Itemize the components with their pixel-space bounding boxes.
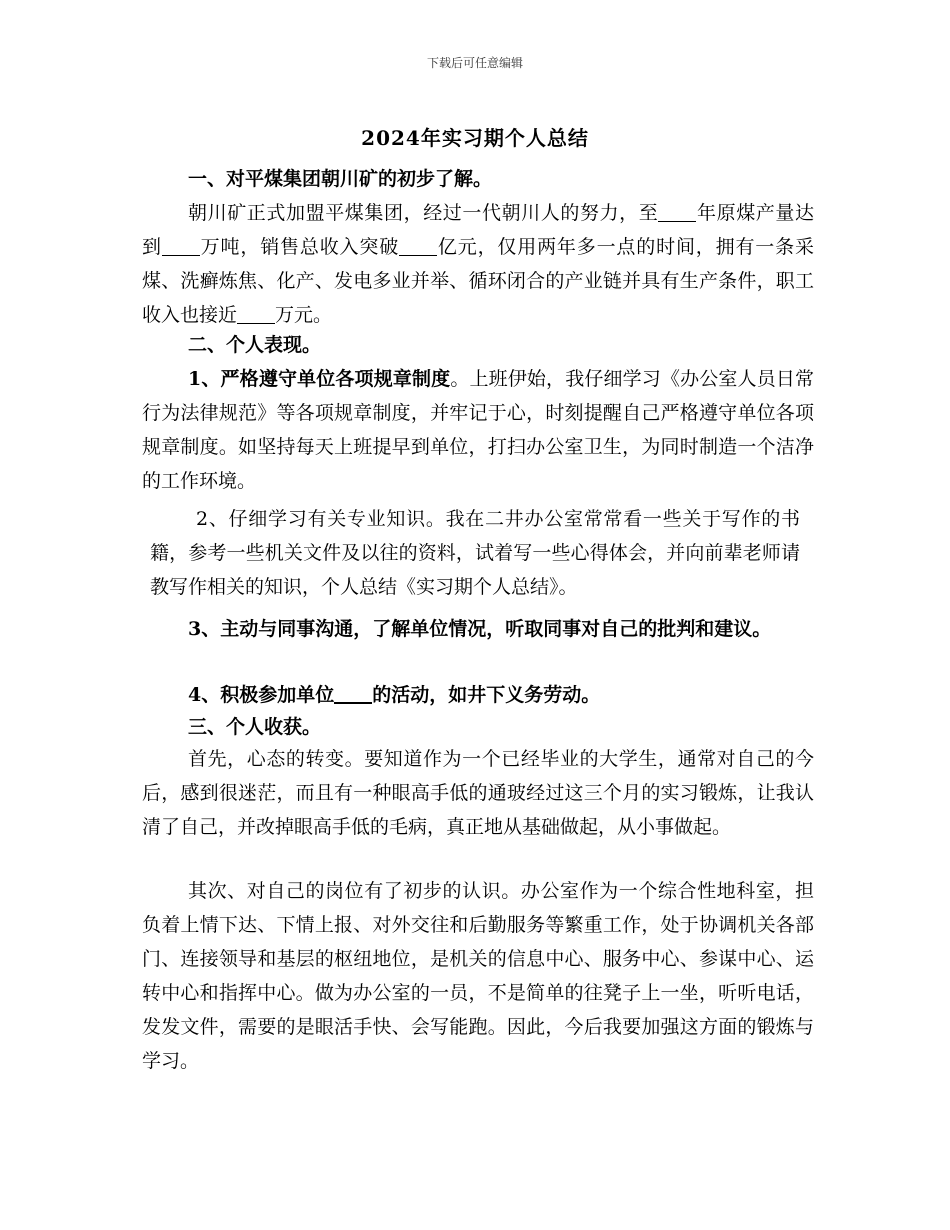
- section-2-item-2: 2、仔细学习有关专业知识。我在二井办公室常常看一些关于写作的书籍，参考一些机关文件及以往的资料，试着写一些心得体会，并向前辈老师请教写作相关的知识，个人总结《实习期个人总结》。: [150, 508, 800, 598]
- section-2-item-1: [142, 362, 814, 498]
- fill-blank: [334, 682, 372, 704]
- text-run: 亿元，仅用两年多一点的时间，拥有一条采煤、洗癣炼焦、化产、发电多业并举、循环闭合的产业链并具有生产条件，职工收入也接近: [142, 236, 814, 326]
- section-2-item-3: 3、主动与同事沟通，了解单位情况，听取同事对自己的批判和建议。: [188, 618, 772, 640]
- section-3-paragraph-1: 首先，心态的转变。要知道作为一个已经毕业的大学生，通常对自己的今后，感到很迷茫，而且有一种眼高手低的通玻经过这三个月的实习锻炼，让我认清了自己，并改掉眼高手低的毛病，真正地从基础做起，从小事做起。: [142, 748, 814, 838]
- fill-blank: [237, 303, 275, 324]
- section-2-item-4: [142, 678, 814, 712]
- document-title: 2024年实习期个人总结: [361, 126, 589, 150]
- section-3-heading: 三、个人收获。: [188, 716, 322, 738]
- header-note: 下载后可任意编辑: [426, 56, 523, 70]
- text-run: 万元。: [275, 304, 333, 326]
- text-run: 朝川矿正式加盟平煤集团，经过一代朝川人的努力，至: [188, 202, 659, 224]
- section-1-paragraph: [142, 196, 814, 332]
- section-2-heading: 二、个人表现。: [188, 334, 322, 356]
- text-run: 万吨，销售总收入突破: [199, 236, 400, 258]
- section-3-paragraph-2: 其次、对自己的岗位有了初步的认识。办公室作为一个综合性地科室，担负着上情下达、下情上报、对外交往和后勤服务等繁重工作，处于协调机关各部门、连接领导和基层的枢纽地位，是机关的信息中心、服务中心、参谋中心、运转中心和指挥中心。做为办公室的一员，不是简单的往凳子上一坐，听听电话，发发文件，需要的是眼活手快、会写能跑。因此，今后我要加强这方面的锻炼与学习。: [142, 880, 814, 1072]
- section-1-heading: 一、对平煤集团朝川矿的初步了解。: [188, 168, 493, 190]
- fill-blank: [399, 235, 437, 256]
- fill-blank: [658, 201, 696, 222]
- text-run: 年原煤产量达到: [142, 202, 814, 258]
- item-1-text: 。上班伊始，我仔细学习《办公室人员日常行为法律规范》等各项规章制度，并牢记于心，时刻提醒自己严格遵守单位各项规章制度。如坚持每天上班提早到单位，打扫办公室卫生，为同时制造一个洁净的工作环境。: [142, 368, 814, 492]
- text-run: 4、积极参加单位: [188, 684, 335, 706]
- text-run: 的活动，如井下义务劳动。: [372, 684, 601, 706]
- item-1-lead: 1、严格遵守单位各项规章制度: [188, 368, 451, 390]
- fill-blank: [162, 235, 200, 256]
